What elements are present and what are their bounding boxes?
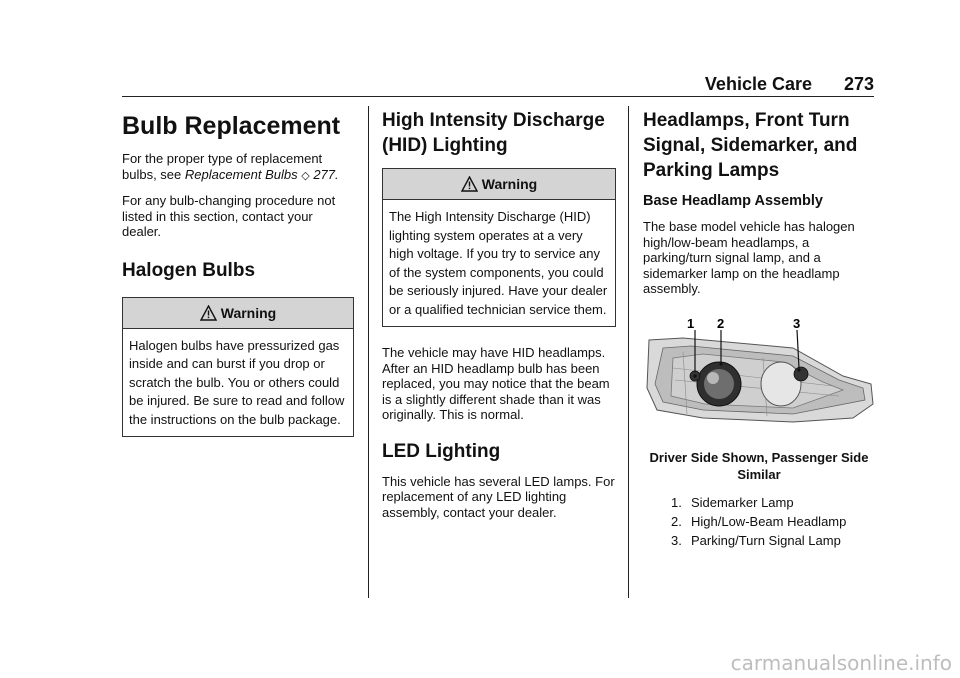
replacement-bulbs-page-ref[interactable]: 277.: [313, 166, 339, 182]
item-label: Sidemarker Lamp: [691, 494, 794, 510]
page-number: 273: [843, 74, 874, 94]
item-label: High/Low-Beam Headlamp: [691, 513, 847, 529]
warning-text: The High Intensity Discharge (HID) lighting system operates at a very high voltage. If you try to service any of the system components, you could be seriously injured. Have your dealer or a qualified technician service them.: [389, 209, 608, 317]
section-label: Vehicle Care: [704, 74, 812, 94]
warning-header: [383, 169, 615, 200]
halogen-heading: Halogen Bulbs: [122, 259, 256, 281]
figure-caption: Driver Side Shown, Passenger Side Similar: [649, 449, 869, 482]
column-divider: [628, 106, 629, 598]
watermark: carmanualsonline.info: [730, 651, 952, 675]
item-number: 1.: [671, 494, 682, 510]
led-heading: LED Lighting: [382, 440, 501, 462]
warning-triangle-icon: [461, 176, 478, 192]
item-number: 2.: [671, 513, 682, 529]
list-item: [671, 533, 875, 549]
callout-2: 2: [717, 317, 725, 331]
warning-title: Warning: [481, 176, 538, 192]
headlamps-heading: Headlamps, Front Turn Signal, Sidemarker, and Parking Lamps: [643, 110, 858, 181]
warning-triangle-icon: [200, 305, 217, 321]
column-2: [382, 108, 616, 529]
column-1: [122, 108, 354, 453]
hid-paragraph: The vehicle may have HID headlamps. After an HID headlamp bulb has been replaced, you may notice that the beam is a slightly different shade than it was originally. This is normal.: [382, 345, 610, 422]
base-headlamp-subheading: Base Headlamp Assembly: [643, 193, 823, 209]
intro-text: For the proper type of replacement bulbs, see: [122, 151, 323, 182]
page-header: [122, 72, 874, 97]
replacement-bulbs-link[interactable]: Replacement Bulbs: [184, 166, 298, 182]
callout-1: 1: [687, 317, 695, 331]
callout-3: 3: [793, 317, 801, 331]
list-item: [671, 514, 875, 530]
page-ref-icon: ◇: [301, 169, 310, 182]
item-label: Parking/Turn Signal Lamp: [691, 532, 841, 548]
warning-title: Warning: [220, 304, 277, 321]
halogen-warning-box: [122, 297, 354, 438]
warning-header: [123, 298, 353, 329]
led-paragraph: This vehicle has several LED lamps. For replacement of any LED lighting assembly, contact your dealer.: [382, 473, 615, 520]
item-number: 3.: [671, 532, 682, 548]
column-3: [643, 108, 875, 552]
page-title: Bulb Replacement: [122, 112, 341, 140]
hid-warning-box: [382, 168, 616, 327]
list-item: [671, 495, 875, 511]
column-divider: [368, 106, 369, 598]
hid-heading: High Intensity Discharge (HID) Lighting: [382, 110, 605, 156]
callout-legend: [643, 495, 875, 549]
intro-paragraph: [122, 151, 354, 184]
base-headlamp-paragraph: The base model vehicle has halogen high/low-beam headlamps, a parking/turn signal lamp, and a sidemarker lamp on the headlamp assembly.: [643, 219, 855, 296]
headlamp-assembly-illustration: [643, 318, 875, 438]
dealer-paragraph: For any bulb-changing procedure not listed in this section, contact your dealer.: [122, 193, 336, 239]
warning-text: Halogen bulbs have pressurized gas inside and can burst if you drop or scratch the bulb. You or others could be injured. Be sure to read and follow the instructions on the bulb package.: [129, 337, 345, 427]
